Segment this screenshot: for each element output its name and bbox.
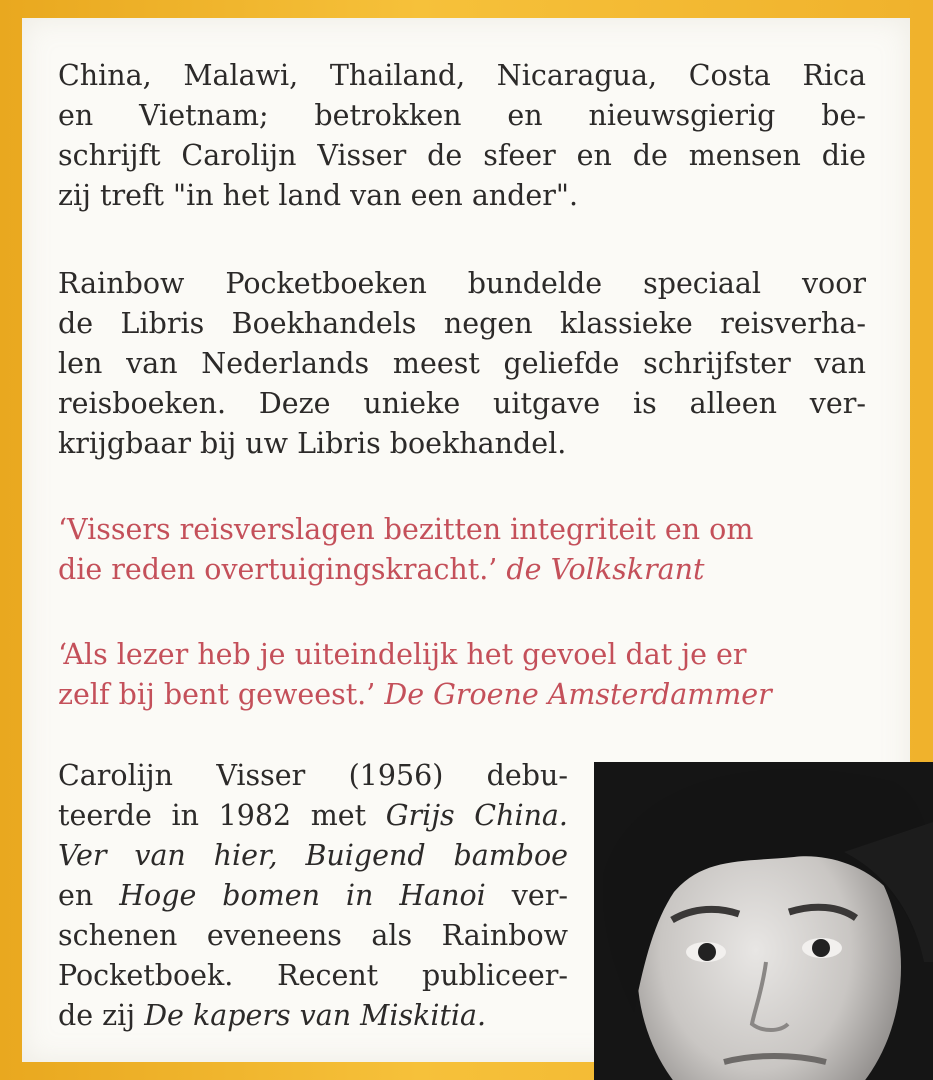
review-quote-groene: [58, 635, 866, 715]
quote-line: [58, 675, 866, 715]
quote-line: ‘Als lezer heb je uiteindelijk het gevoel dat je er: [58, 638, 747, 671]
quote-line: ‘Vissers reisverslagen bezitten integriteit en om: [58, 513, 754, 546]
author-portrait: [594, 762, 933, 1080]
quote-text: die reden overtuigingskracht.’: [58, 553, 498, 586]
text-line: zij treft "in het land van een ander".: [58, 179, 579, 212]
bio-line: en Hoge bomen in Hanoi ver-: [58, 879, 568, 912]
book-title: Hoge bomen in Hanoi: [119, 879, 486, 912]
text-line: krijgbaar bij uw Libris boekhandel.: [58, 427, 567, 460]
text-line: de Libris Boekhandels negen klassieke reisverha-: [58, 307, 866, 340]
bio-line: schenen eveneens als Rainbow: [58, 919, 568, 952]
quote-text: zelf bij bent geweest.’: [58, 678, 376, 711]
author-portrait-icon: [594, 762, 933, 1080]
bio-line: Ver van hier, Buigend bamboe: [58, 839, 568, 872]
author-bio: [58, 756, 568, 1036]
bio-line: de zij De kapers van Miskitia.: [58, 999, 487, 1032]
book-title: De kapers van Miskitia.: [144, 999, 487, 1032]
text-line: reisboeken. Deze unieke uitgave is alleen ver-: [58, 387, 866, 420]
text-line: Rainbow Pocketboeken bundelde speciaal voor: [58, 267, 866, 300]
text-line: schrijft Carolijn Visser de sfeer en de mensen die: [58, 139, 866, 172]
quote-source: De Groene Amsterdammer: [384, 678, 772, 711]
intro-paragraph: [58, 56, 866, 216]
book-title: Grijs China.: [385, 799, 568, 832]
quote-source: de Volkskrant: [506, 553, 705, 586]
quote-line: [58, 550, 866, 590]
review-quote-volkskrant: [58, 510, 866, 590]
edition-paragraph: [58, 264, 866, 464]
bio-line: Pocketboek. Recent publiceer-: [58, 959, 568, 992]
text-line: en Vietnam; betrokken en nieuwsgierig be-: [58, 99, 866, 132]
text-line: China, Malawi, Thailand, Nicaragua, Costa Rica: [58, 59, 866, 92]
bio-line: teerde in 1982 met Grijs China.: [58, 799, 568, 832]
bio-line: Carolijn Visser (1956) debu-: [58, 759, 568, 792]
text-line: len van Nederlands meest geliefde schrijfster van: [58, 347, 866, 380]
